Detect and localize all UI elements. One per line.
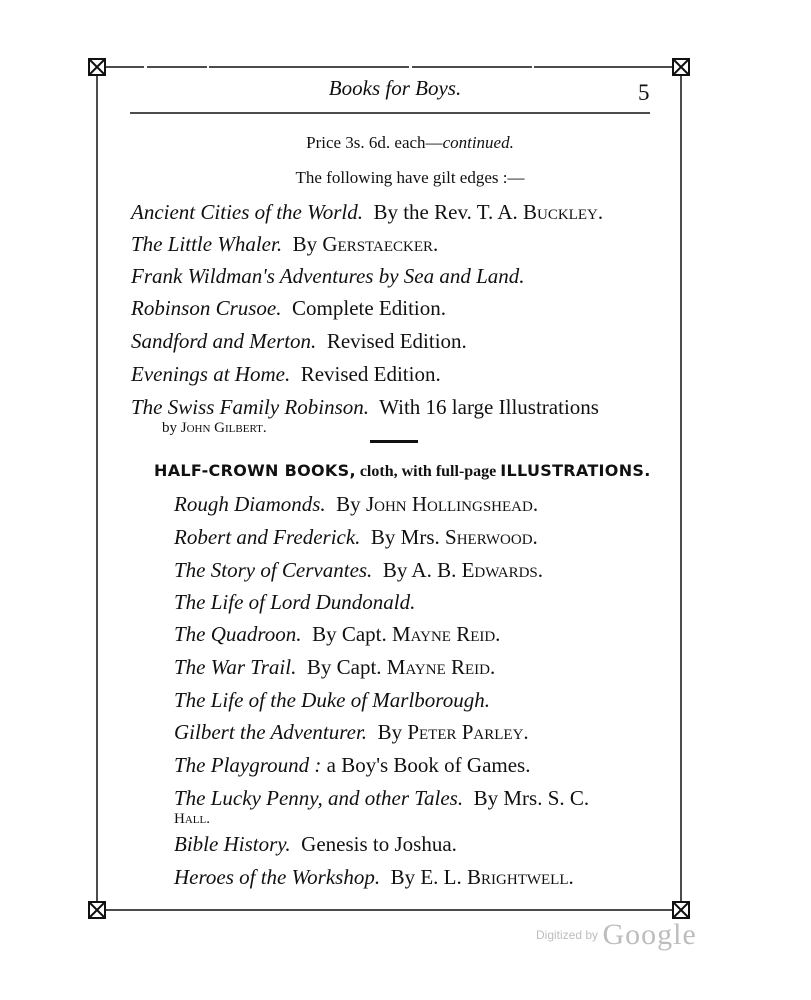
book-title: The Story of Cervantes. [174,558,373,582]
continued-text: continued. [442,133,514,152]
author-name: Gerstaecker. [322,232,439,256]
list-item [174,590,415,614]
book-title: The Life of the Duke of Marlborough. [174,688,490,712]
page-number: 5 [638,80,650,105]
corner-ornament-icon [673,902,689,918]
book-title: Bible History. [174,832,291,856]
book-title: Robert and Frederick. [174,525,361,549]
book-title: Sandford and Merton. [131,329,317,353]
book-title: Robinson Crusoe. [131,296,282,320]
entry-continuation [174,810,589,828]
list-item [174,865,574,889]
author-name: John Hollingshead. [365,492,539,516]
book-detail: a Boy's Book of Games. [321,753,531,777]
list-item [174,688,490,712]
section-heading-part: ILLUSTRATIONS. [500,461,651,480]
book-title: Rough Diamonds. [174,492,326,516]
book-title: Evenings at Home. [131,362,291,386]
list-item [174,753,530,777]
price-line [110,133,710,153]
book-title: Frank Wildman's Adventures by Sea and Land. [131,264,525,288]
list-item [131,362,441,386]
book-detail: Complete Edition. [281,296,446,320]
list-item [174,832,457,856]
book-detail: By [325,492,366,516]
entry-continuation [131,419,599,437]
book-detail: Genesis to Joshua. [290,832,457,856]
list-item [131,296,446,320]
book-title: The Little Whaler. [131,232,283,256]
author-name: Peter Parley. [407,720,529,744]
book-detail: By the Rev. T. A. [362,200,523,224]
book-detail: Revised Edition. [316,329,467,353]
book-title: Gilbert the Adventurer. [174,720,368,744]
price-text: Price 3s. 6d. each— [306,133,443,152]
digitized-by-text: Digitized by [536,928,599,942]
list-item [131,329,467,353]
digitized-watermark [536,918,697,952]
book-detail: With 16 large Illustrations [369,395,599,419]
book-title: The Swiss Family Robinson. [131,395,370,419]
section-heading-part: cloth, with full-page [355,463,501,480]
section-divider [370,440,418,443]
google-logo: Google [602,918,697,951]
list-item [174,720,529,744]
author-name: John Gilbert. [180,420,267,436]
continuation-text: by [162,420,181,436]
book-title: Ancient Cities of the World. [131,200,363,224]
author-name: Mayne Reid. [391,622,501,646]
list-item [174,655,495,679]
book-detail: By [282,232,323,256]
section-heading [154,461,651,481]
author-name: Brightwell. [467,865,574,889]
list-item [131,200,603,224]
book-detail: By Mrs. S. C. [463,786,590,810]
book-detail: By Capt. [296,655,387,679]
book-title: The Life of Lord Dundonald. [174,590,416,614]
book-detail: By Capt. [301,622,392,646]
author-name: Sherwood. [445,525,538,549]
corner-ornament-icon [673,59,689,75]
author-name: Mayne Reid. [386,655,496,679]
book-title: The Playground : [174,753,322,777]
book-detail: By A. B. [372,558,462,582]
list-item [174,786,589,828]
book-detail: By Mrs. [360,525,446,549]
book-title: The War Trail. [174,655,297,679]
list-item [174,558,543,582]
book-detail: By E. L. [380,865,468,889]
book-title: Heroes of the Workshop. [174,865,381,889]
corner-ornament-icon [89,59,105,75]
gilt-edges-note: The following have gilt edges :— [295,168,525,187]
book-detail: By [367,720,408,744]
author-name: Edwards. [461,558,544,582]
list-item [131,395,599,437]
corner-ornament-icon [89,902,105,918]
author-name: Buckley. [523,200,604,224]
list-item [131,264,525,288]
list-item [174,622,500,646]
book-detail: Revised Edition. [290,362,441,386]
book-title: The Lucky Penny, and other Tales. [174,786,464,810]
author-name: Hall. [174,811,210,827]
running-title: Books for Boys. [328,76,462,100]
list-item [174,525,538,549]
list-item [174,492,538,516]
book-title: The Quadroon. [174,622,302,646]
list-item [131,232,438,256]
section-heading-part: HALF-CROWN BOOKS, [154,461,356,480]
